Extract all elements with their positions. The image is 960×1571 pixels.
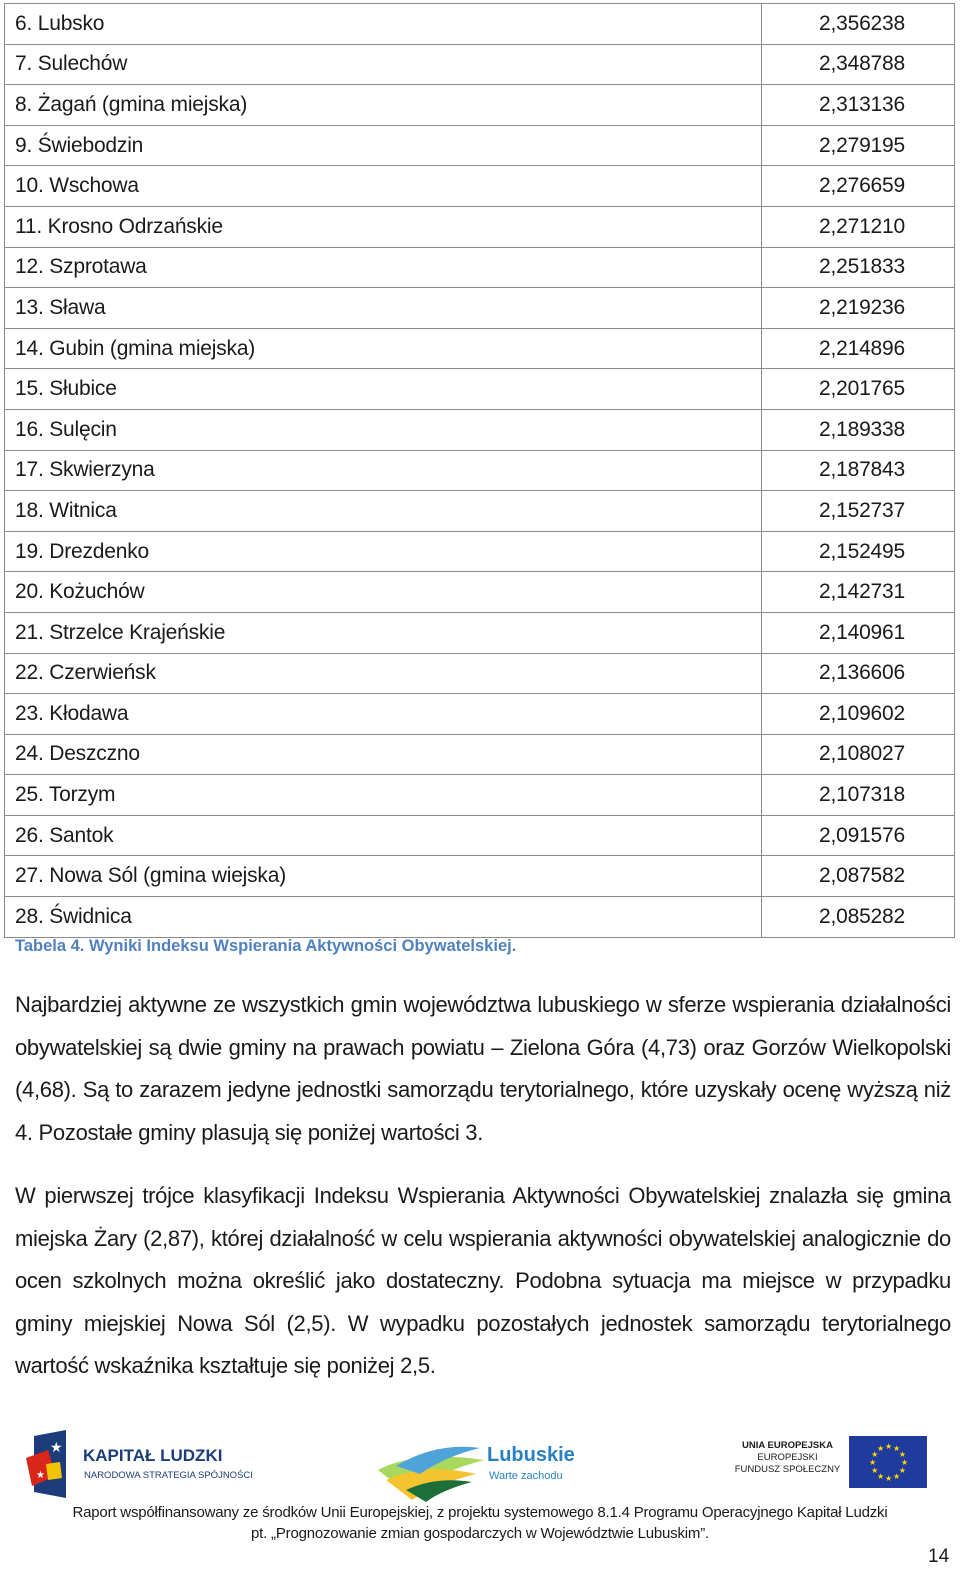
municipality-name: 20. Kożuchów xyxy=(5,572,762,613)
municipality-name: 12. Szprotawa xyxy=(5,248,762,289)
table-row xyxy=(5,329,955,370)
svg-text:★: ★ xyxy=(36,1470,45,1481)
municipality-name: 15. Słubice xyxy=(5,369,762,410)
eu-star-icon: ★ xyxy=(893,1444,901,1454)
index-value: 2,201765 xyxy=(762,369,955,410)
municipality-name: 6. Lubsko xyxy=(5,4,762,45)
municipality-name: 22. Czerwieńsk xyxy=(5,654,762,695)
table-row xyxy=(5,207,955,248)
municipality-name: 7. Sulechów xyxy=(5,45,762,86)
index-value: 2,251833 xyxy=(762,248,955,289)
table-row xyxy=(5,572,955,613)
index-value: 2,279195 xyxy=(762,126,955,167)
table-row xyxy=(5,613,955,654)
eu-star-icon: ★ xyxy=(893,1471,901,1481)
kapital-ludzki-logo-icon xyxy=(26,1428,86,1500)
kapital-ludzki-subtitle: NARODOWA STRATEGIA SPÓJNOŚCI xyxy=(84,1470,253,1481)
municipality-name: 16. Sulęcin xyxy=(5,410,762,451)
index-value: 2,107318 xyxy=(762,775,955,816)
municipality-name: 9. Świebodzin xyxy=(5,126,762,167)
table-row xyxy=(5,654,955,695)
lubuskie-subtitle: Warte zachodu xyxy=(489,1470,563,1482)
municipality-name: 10. Wschowa xyxy=(5,166,762,207)
table-row xyxy=(5,816,955,857)
table-row xyxy=(5,166,955,207)
table-row xyxy=(5,897,955,938)
eu-line-3: FUNDUSZ SPOŁECZNY xyxy=(734,1464,841,1475)
eu-star-icon: ★ xyxy=(898,1466,907,1475)
eu-line-1: UNIA EUROPEJSKA xyxy=(742,1440,833,1451)
municipality-name: 11. Krosno Odrzańskie xyxy=(5,207,762,248)
svg-text:★: ★ xyxy=(50,1440,63,1456)
index-value: 2,219236 xyxy=(762,288,955,329)
index-value: 2,348788 xyxy=(762,45,955,86)
eu-star-icon: ★ xyxy=(871,1450,879,1459)
eu-fund-text xyxy=(730,1440,845,1476)
paragraph-1: Najbardziej aktywne ze wszystkich gmin województwa lubuskiego w sferze wspierania działalności obywatelskiej są dwie gminy na prawach powiatu – Zielona Góra (4,73) oraz Gorzów Wielkopolski (4,68). Są to zarazem jedyne jednostki samorządu terytorialnego, które uzyskały ocenę wyższą niż 4. Pozostałe gminy plasują się poniżej wartości 3. xyxy=(15,992,951,1145)
table-row xyxy=(5,491,955,532)
footer-line-2: pt. „Prognozowanie zmian gospodarczych w Województwie Lubuskim”. xyxy=(251,1525,709,1542)
eu-flag-icon xyxy=(849,1436,927,1488)
table-row xyxy=(5,735,955,776)
eu-star-icon: ★ xyxy=(901,1458,909,1467)
index-value: 2,091576 xyxy=(762,816,955,857)
index-value: 2,142731 xyxy=(762,572,955,613)
table-row xyxy=(5,532,955,573)
municipality-name: 25. Torzym xyxy=(5,775,762,816)
municipality-name: 8. Żagań (gmina miejska) xyxy=(5,85,762,126)
municipality-name: 19. Drezdenko xyxy=(5,532,762,573)
table-row xyxy=(5,248,955,289)
table-row xyxy=(5,4,955,45)
index-value: 2,152737 xyxy=(762,491,955,532)
table-row xyxy=(5,775,955,816)
kapital-ludzki-title: KAPITAŁ LUDZKI xyxy=(83,1446,223,1465)
table-row xyxy=(5,85,955,126)
eu-star-icon: ★ xyxy=(877,1471,885,1481)
table-row xyxy=(5,288,955,329)
municipality-name: 13. Sława xyxy=(5,288,762,329)
lubuskie-title: Lubuskie xyxy=(487,1444,575,1466)
index-value: 2,356238 xyxy=(762,4,955,45)
table-row xyxy=(5,126,955,167)
eu-star-icon: ★ xyxy=(871,1466,879,1475)
eu-star-icon: ★ xyxy=(869,1458,877,1467)
eu-line-2: EUROPEJSKI xyxy=(757,1452,818,1463)
table-row xyxy=(5,410,955,451)
table-caption: Tabela 4. Wyniki Indeksu Wspierania Aktywności Obywatelskiej. xyxy=(15,937,517,955)
eu-star-icon: ★ xyxy=(898,1450,907,1459)
table-row xyxy=(5,451,955,492)
page-number: 14 xyxy=(928,1546,950,1567)
table-row xyxy=(5,45,955,86)
index-value: 2,136606 xyxy=(762,654,955,695)
index-value: 2,214896 xyxy=(762,329,955,370)
eu-star-icon: ★ xyxy=(877,1444,885,1454)
eu-star-icon: ★ xyxy=(885,1474,893,1483)
paragraph-2: W pierwszej trójce klasyfikacji Indeksu Wspierania Aktywności Obywatelskiej znalazła się gmina miejska Żary (2,87), której działalność w celu wspierania aktywności obywatelskiej analogicznie do ocen szkolnych można określić jako dostateczny. Podobna sytuacja ma miejsce w przypadku gminy miejskiej Nowa Sól (2,5). W wypadku pozostałych jednostek samorządu terytorialnego wartość wskaźnika kształtuje się poniżej 2,5. xyxy=(15,1183,951,1378)
municipality-name: 14. Gubin (gmina miejska) xyxy=(5,329,762,370)
index-value: 2,187843 xyxy=(762,451,955,492)
municipality-name: 21. Strzelce Krajeńskie xyxy=(5,613,762,654)
municipality-name: 26. Santok xyxy=(5,816,762,857)
index-value: 2,152495 xyxy=(762,532,955,573)
index-value: 2,276659 xyxy=(762,166,955,207)
table-row xyxy=(5,369,955,410)
eu-star-icon: ★ xyxy=(885,1442,893,1451)
municipality-name: 28. Świdnica xyxy=(5,897,762,938)
index-value: 2,108027 xyxy=(762,735,955,776)
table-row xyxy=(5,694,955,735)
table-row xyxy=(5,856,955,897)
lubuskie-logo-icon xyxy=(376,1440,488,1502)
municipality-name: 18. Witnica xyxy=(5,491,762,532)
index-value: 2,313136 xyxy=(762,85,955,126)
municipality-name: 27. Nowa Sól (gmina wiejska) xyxy=(5,856,762,897)
index-value: 2,271210 xyxy=(762,207,955,248)
municipality-name: 23. Kłodawa xyxy=(5,694,762,735)
municipality-name: 17. Skwierzyna xyxy=(5,451,762,492)
index-value: 2,109602 xyxy=(762,694,955,735)
index-value: 2,087582 xyxy=(762,856,955,897)
index-value: 2,085282 xyxy=(762,897,955,938)
index-value: 2,140961 xyxy=(762,613,955,654)
footer-line-1: Raport współfinansowany ze środków Unii Europejskiej, z projektu systemowego 8.1.4 Programu Operacyjnego Kapitał Ludzki xyxy=(72,1504,888,1521)
municipality-name: 24. Deszczno xyxy=(5,735,762,776)
results-table xyxy=(4,3,955,938)
footer xyxy=(0,1502,960,1544)
index-value: 2,189338 xyxy=(762,410,955,451)
